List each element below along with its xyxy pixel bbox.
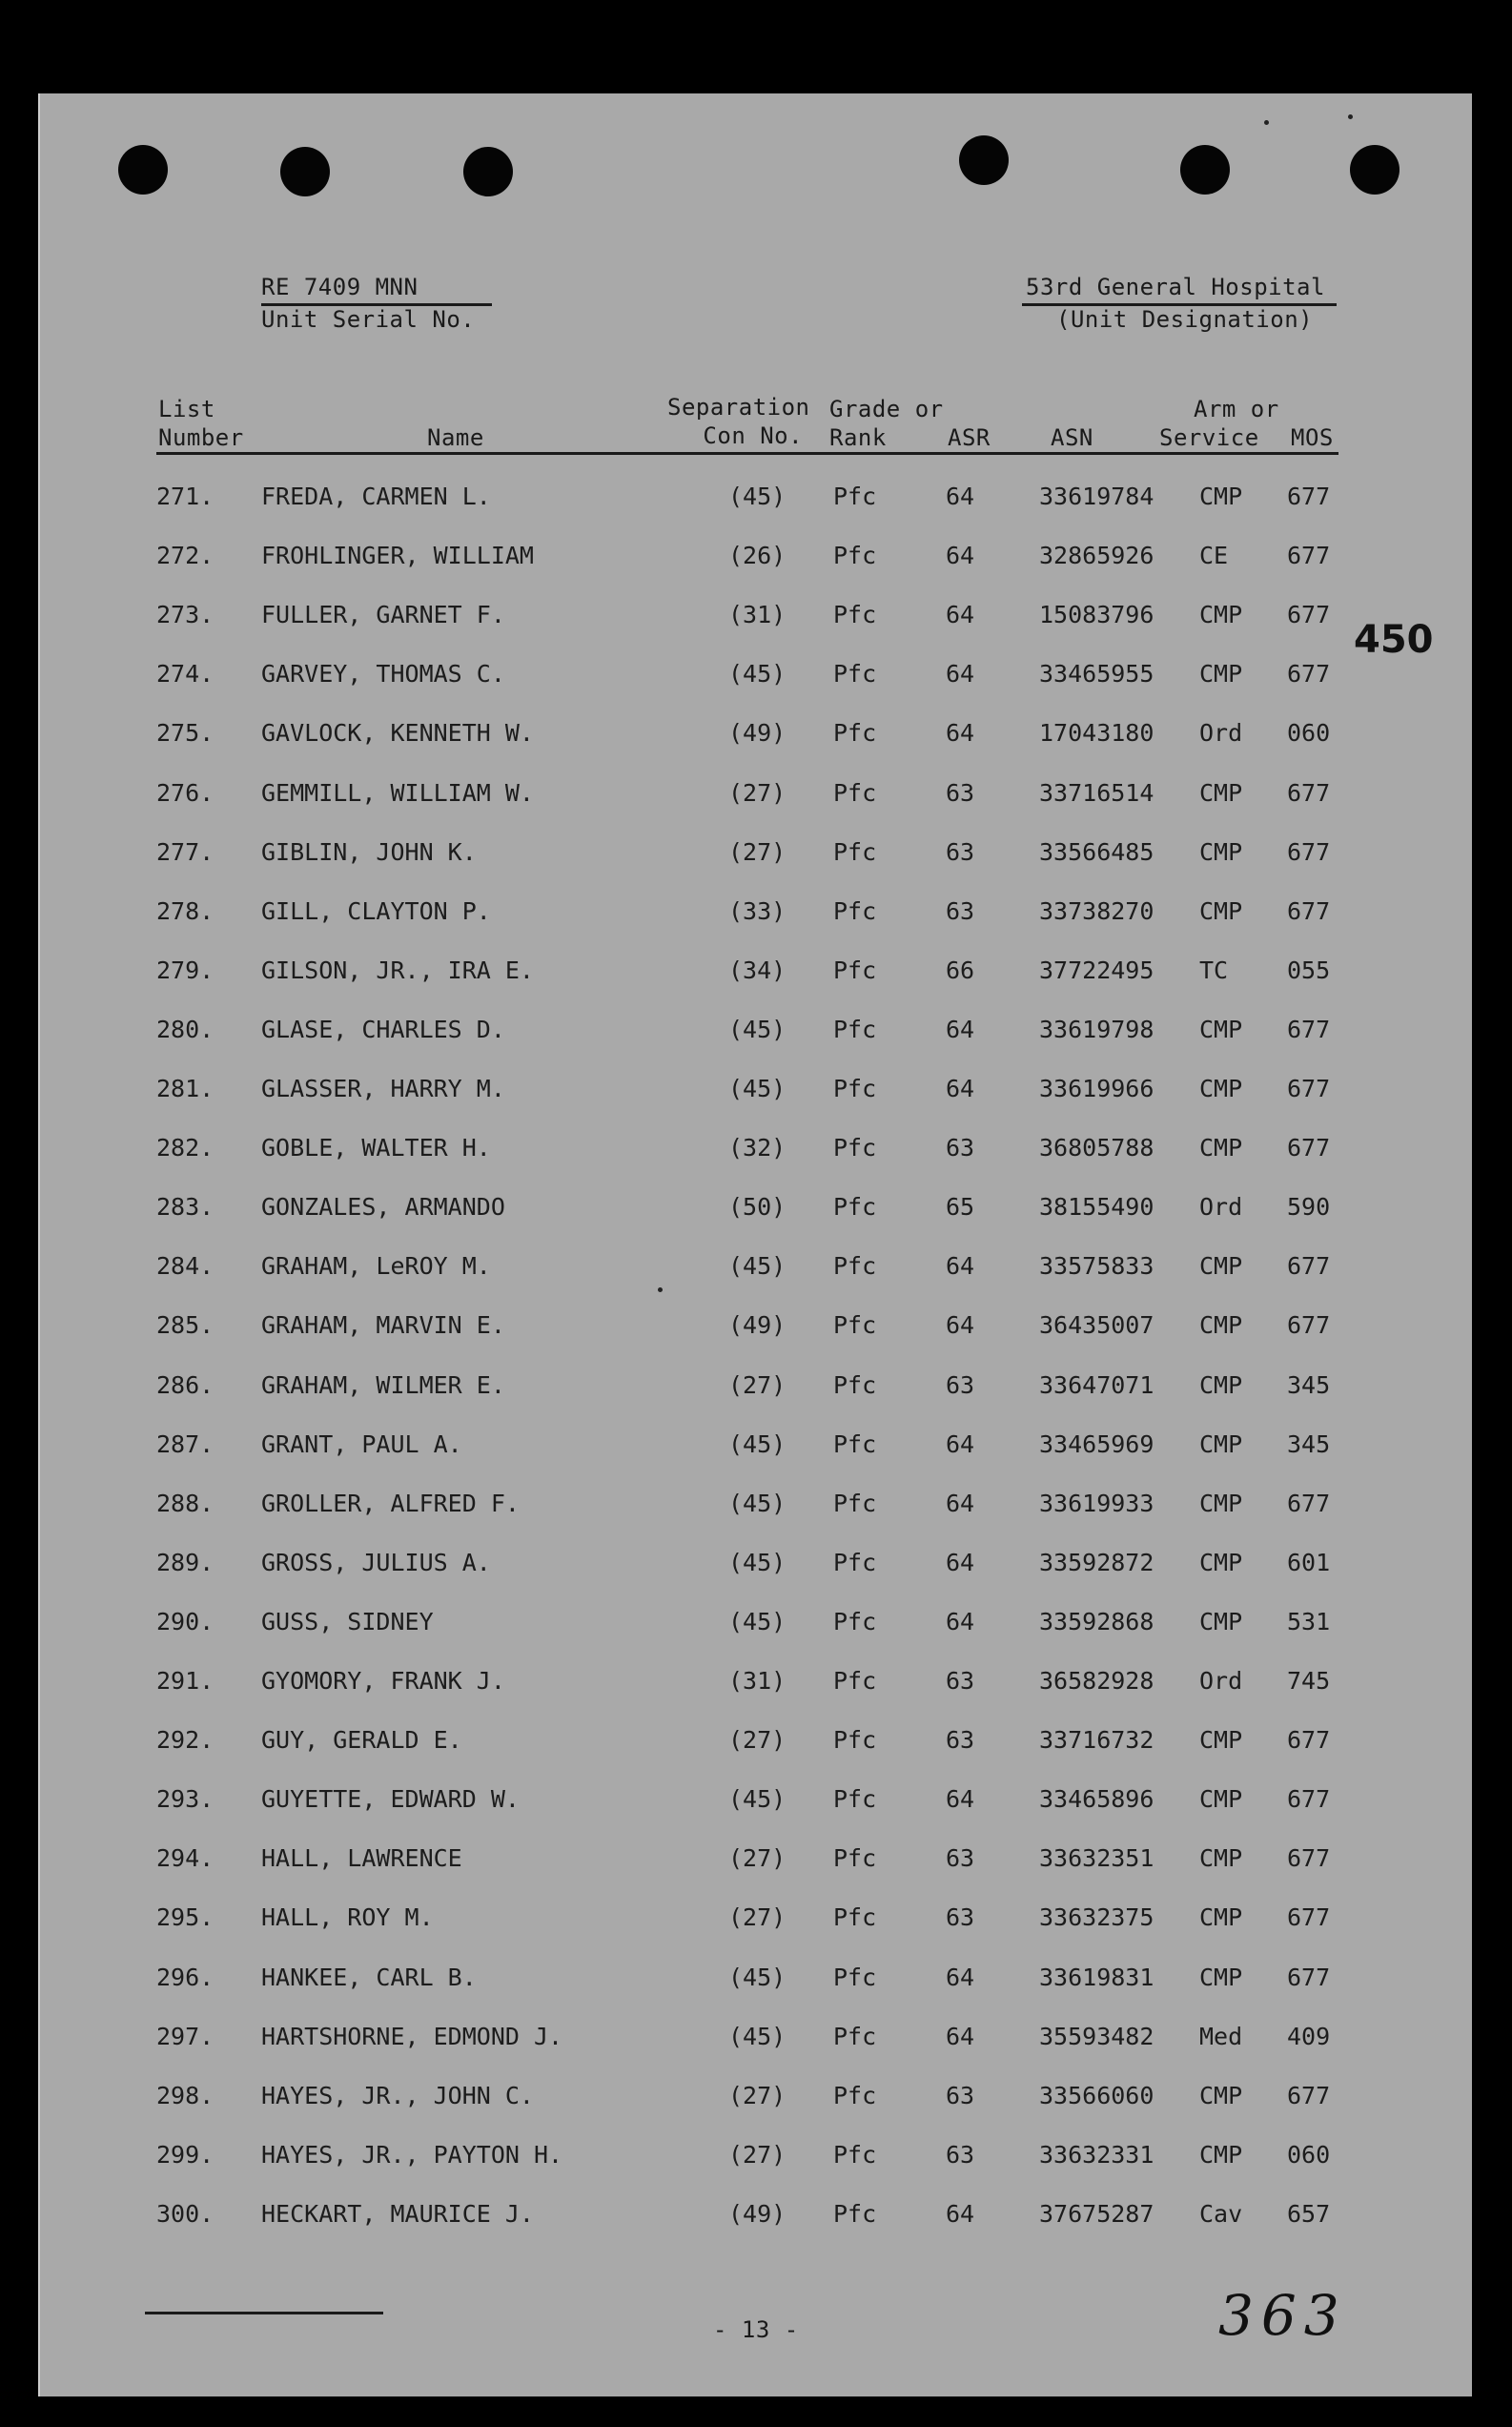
cell-separation-con: (50) [728, 1193, 787, 1222]
cell-arm-service: CMP [1199, 1370, 1243, 1399]
cell-asr: 63 [946, 1726, 975, 1755]
cell-name: HALL, LAWRENCE [261, 1844, 462, 1873]
cell-rank: Pfc [833, 956, 877, 984]
cell-separation-con: (32) [728, 1134, 787, 1162]
cell-mos: 657 [1287, 2199, 1331, 2228]
cell-list-number: 293. [156, 1785, 215, 1814]
cell-name: GOBLE, WALTER H. [261, 1134, 491, 1162]
cell-arm-service: CMP [1199, 1844, 1243, 1873]
cell-name: GEMMILL, WILLIAM W. [261, 778, 534, 807]
cell-rank: Pfc [833, 601, 877, 629]
cell-rank: Pfc [833, 1252, 877, 1281]
cell-mos: 677 [1287, 660, 1331, 689]
cell-rank: Pfc [833, 1193, 877, 1222]
col-header-asn: ASN [1051, 424, 1093, 451]
cell-asn: 36582928 [1039, 1667, 1154, 1695]
cell-asn: 37675287 [1039, 2199, 1154, 2228]
cell-arm-service: CMP [1199, 1489, 1243, 1517]
cell-separation-con: (45) [728, 660, 787, 689]
table-row [40, 838, 1472, 876]
stamp-number: 450 [1354, 618, 1434, 662]
table-row [40, 1903, 1472, 1942]
table-row [40, 1430, 1472, 1469]
cell-separation-con: (27) [728, 778, 787, 807]
cell-list-number: 287. [156, 1429, 215, 1458]
cell-arm-service: CMP [1199, 483, 1243, 510]
cell-list-number: 285. [156, 1311, 215, 1340]
table-row [40, 779, 1472, 817]
punch-hole [280, 147, 330, 196]
cell-asr: 63 [946, 1903, 975, 1932]
cell-name: GRAHAM, WILMER E. [261, 1370, 505, 1399]
cell-asn: 17043180 [1039, 719, 1154, 748]
cell-asr: 66 [946, 956, 975, 984]
cell-list-number: 292. [156, 1726, 215, 1755]
cell-mos: 677 [1287, 1489, 1331, 1517]
cell-arm-service: CMP [1199, 660, 1243, 689]
cell-list-number: 297. [156, 2022, 215, 2050]
cell-asr: 64 [946, 1785, 975, 1814]
unit-designation: 53rd General Hospital [1026, 274, 1325, 300]
cell-name: HALL, ROY M. [261, 1903, 434, 1932]
cell-asr: 63 [946, 2081, 975, 2109]
cell-list-number: 281. [156, 1075, 215, 1102]
speck [1264, 120, 1269, 125]
table-row [40, 2141, 1472, 2179]
cell-asn: 33465955 [1039, 660, 1154, 689]
cell-arm-service: CMP [1199, 1134, 1243, 1162]
cell-asn: 33716732 [1039, 1726, 1154, 1755]
cell-list-number: 276. [156, 778, 215, 807]
cell-mos: 677 [1287, 1252, 1331, 1281]
cell-rank: Pfc [833, 660, 877, 689]
cell-separation-con: (26) [728, 542, 787, 570]
cell-asr: 64 [946, 660, 975, 689]
cell-name: GILL, CLAYTON P. [261, 896, 491, 925]
cell-asn: 33566060 [1039, 2081, 1154, 2109]
cell-list-number: 294. [156, 1844, 215, 1873]
cell-name: FREDA, CARMEN L. [261, 483, 491, 510]
cell-asr: 64 [946, 1607, 975, 1635]
cell-name: GIBLIN, JOHN K. [261, 837, 477, 866]
cell-name: GUYETTE, EDWARD W. [261, 1785, 520, 1814]
cell-arm-service: Cav [1199, 2199, 1243, 2228]
cell-rank: Pfc [833, 1429, 877, 1458]
cell-name: GRAHAM, MARVIN E. [261, 1311, 505, 1340]
punch-hole [959, 135, 1009, 185]
cell-arm-service: CMP [1199, 778, 1243, 807]
cell-asr: 64 [946, 483, 975, 510]
cell-arm-service: CMP [1199, 896, 1243, 925]
cell-asn: 33647071 [1039, 1370, 1154, 1399]
cell-asr: 63 [946, 837, 975, 866]
cell-list-number: 296. [156, 1963, 215, 1991]
cell-name: HAYES, JR., JOHN C. [261, 2081, 534, 2109]
cell-mos: 601 [1287, 1548, 1331, 1576]
cell-asr: 63 [946, 896, 975, 925]
col-header-grade: Grade or Rank [829, 396, 944, 451]
table-row [40, 1371, 1472, 1409]
cell-asn: 33632331 [1039, 2140, 1154, 2169]
cell-arm-service: CE [1199, 542, 1229, 570]
cell-asr: 64 [946, 2022, 975, 2050]
punch-hole [1350, 145, 1400, 195]
cell-name: GLASE, CHARLES D. [261, 1015, 505, 1043]
cell-asr: 64 [946, 2199, 975, 2228]
cell-asn: 38155490 [1039, 1193, 1154, 1222]
cell-name: FULLER, GARNET F. [261, 601, 505, 629]
cell-asr: 64 [946, 1015, 975, 1043]
col-header-asr: ASR [948, 424, 991, 451]
cell-asr: 63 [946, 2140, 975, 2169]
cell-asr: 63 [946, 1134, 975, 1162]
header-rule [156, 452, 1338, 455]
cell-mos: 531 [1287, 1607, 1331, 1635]
cell-mos: 677 [1287, 1785, 1331, 1814]
cell-asn: 33592868 [1039, 1607, 1154, 1635]
cell-list-number: 291. [156, 1667, 215, 1695]
table-row [40, 897, 1472, 936]
col-header-arm: Arm or Service [1159, 396, 1279, 451]
table-row [40, 1785, 1472, 1823]
cell-separation-con: (27) [728, 2081, 787, 2109]
cell-arm-service: Ord [1199, 1193, 1243, 1222]
cell-list-number: 286. [156, 1370, 215, 1399]
table-row [40, 1016, 1472, 1054]
cell-mos: 677 [1287, 483, 1331, 510]
table-row [40, 601, 1472, 639]
cell-separation-con: (27) [728, 1903, 787, 1932]
cell-rank: Pfc [833, 2022, 877, 2050]
cell-asn: 37722495 [1039, 956, 1154, 984]
cell-mos: 677 [1287, 778, 1331, 807]
cell-mos: 677 [1287, 1844, 1331, 1873]
table-row [40, 1252, 1472, 1290]
cell-separation-con: (27) [728, 2140, 787, 2169]
footer-rule [145, 2312, 383, 2314]
cell-list-number: 299. [156, 2140, 215, 2169]
cell-list-number: 288. [156, 1489, 215, 1517]
unit-serial-number: RE 7409 MNN [261, 274, 419, 300]
cell-asn: 33716514 [1039, 778, 1154, 807]
cell-name: HAYES, JR., PAYTON H. [261, 2140, 563, 2169]
cell-mos: 345 [1287, 1429, 1331, 1458]
cell-asn: 33465896 [1039, 1785, 1154, 1814]
cell-arm-service: CMP [1199, 1903, 1243, 1932]
cell-asn: 33465969 [1039, 1429, 1154, 1458]
cell-mos: 677 [1287, 896, 1331, 925]
cell-rank: Pfc [833, 1667, 877, 1695]
table-row [40, 483, 1472, 521]
cell-arm-service: CMP [1199, 1785, 1243, 1814]
cell-name: FROHLINGER, WILLIAM [261, 542, 534, 570]
table-row [40, 1075, 1472, 1113]
cell-rank: Pfc [833, 483, 877, 510]
table-row [40, 660, 1472, 698]
cell-separation-con: (45) [728, 1607, 787, 1635]
cell-arm-service: CMP [1199, 1075, 1243, 1102]
cell-separation-con: (31) [728, 601, 787, 629]
cell-mos: 677 [1287, 1726, 1331, 1755]
cell-asn: 33619933 [1039, 1489, 1154, 1517]
cell-rank: Pfc [833, 2199, 877, 2228]
cell-name: GLASSER, HARRY M. [261, 1075, 505, 1102]
cell-mos: 677 [1287, 601, 1331, 629]
cell-rank: Pfc [833, 1903, 877, 1932]
table-row [40, 542, 1472, 580]
unit-designation-label: (Unit Designation) [1056, 306, 1314, 333]
cell-separation-con: (27) [728, 837, 787, 866]
cell-separation-con: (33) [728, 896, 787, 925]
speck [1348, 114, 1353, 119]
table-row [40, 719, 1472, 757]
cell-separation-con: (45) [728, 1429, 787, 1458]
cell-mos: 745 [1287, 1667, 1331, 1695]
cell-mos: 677 [1287, 1311, 1331, 1340]
cell-separation-con: (49) [728, 2199, 787, 2228]
cell-mos: 345 [1287, 1370, 1331, 1399]
cell-name: GILSON, JR., IRA E. [261, 956, 534, 984]
cell-arm-service: TC [1199, 956, 1229, 984]
cell-separation-con: (34) [728, 956, 787, 984]
cell-asn: 33592872 [1039, 1548, 1154, 1576]
cell-rank: Pfc [833, 896, 877, 925]
cell-list-number: 298. [156, 2081, 215, 2109]
cell-rank: Pfc [833, 1726, 877, 1755]
cell-arm-service: CMP [1199, 837, 1243, 866]
cell-separation-con: (45) [728, 2022, 787, 2050]
cell-list-number: 282. [156, 1134, 215, 1162]
cell-separation-con: (45) [728, 483, 787, 510]
cell-asr: 64 [946, 1311, 975, 1340]
cell-arm-service: Ord [1199, 719, 1243, 748]
cell-mos: 060 [1287, 2140, 1331, 2169]
cell-arm-service: Ord [1199, 1667, 1243, 1695]
table-row [40, 1549, 1472, 1587]
handwritten-number: 363 [1218, 2283, 1347, 2348]
cell-rank: Pfc [833, 1311, 877, 1340]
col-header-list-number: List Number [158, 396, 244, 451]
cell-separation-con: (45) [728, 1963, 787, 1991]
cell-rank: Pfc [833, 1075, 877, 1102]
cell-rank: Pfc [833, 1844, 877, 1873]
cell-list-number: 279. [156, 956, 215, 984]
cell-asn: 33619831 [1039, 1963, 1154, 1991]
document-page [38, 93, 1472, 2396]
cell-asn: 33575833 [1039, 1252, 1154, 1281]
cell-list-number: 271. [156, 483, 215, 510]
cell-name: GARVEY, THOMAS C. [261, 660, 505, 689]
cell-arm-service: CMP [1199, 601, 1243, 629]
cell-list-number: 284. [156, 1252, 215, 1281]
cell-separation-con: (45) [728, 1252, 787, 1281]
cell-asr: 63 [946, 778, 975, 807]
cell-list-number: 283. [156, 1193, 215, 1222]
table-row [40, 1490, 1472, 1528]
cell-list-number: 300. [156, 2199, 215, 2228]
cell-rank: Pfc [833, 2140, 877, 2169]
cell-name: GUY, GERALD E. [261, 1726, 462, 1755]
cell-rank: Pfc [833, 1785, 877, 1814]
cell-list-number: 280. [156, 1015, 215, 1043]
cell-arm-service: CMP [1199, 1607, 1243, 1635]
cell-name: GAVLOCK, KENNETH W. [261, 719, 534, 748]
punch-hole [463, 147, 513, 196]
cell-list-number: 289. [156, 1548, 215, 1576]
cell-list-number: 278. [156, 896, 215, 925]
punch-hole [118, 145, 168, 195]
cell-separation-con: (45) [728, 1015, 787, 1043]
cell-arm-service: CMP [1199, 2081, 1243, 2109]
cell-asr: 64 [946, 542, 975, 570]
cell-name: HECKART, MAURICE J. [261, 2199, 534, 2228]
cell-asn: 33632351 [1039, 1844, 1154, 1873]
table-row [40, 1844, 1472, 1882]
cell-list-number: 275. [156, 719, 215, 748]
cell-list-number: 290. [156, 1607, 215, 1635]
cell-name: GONZALES, ARMANDO [261, 1193, 505, 1222]
cell-list-number: 295. [156, 1903, 215, 1932]
cell-arm-service: CMP [1199, 1963, 1243, 1991]
cell-list-number: 277. [156, 837, 215, 866]
table-row [40, 2023, 1472, 2061]
cell-arm-service: CMP [1199, 1429, 1243, 1458]
cell-separation-con: (45) [728, 1785, 787, 1814]
cell-name: GRAHAM, LeROY M. [261, 1252, 491, 1281]
table-row [40, 2082, 1472, 2120]
cell-rank: Pfc [833, 1015, 877, 1043]
cell-asr: 64 [946, 1252, 975, 1281]
cell-asn: 33738270 [1039, 896, 1154, 925]
cell-arm-service: CMP [1199, 1015, 1243, 1043]
cell-separation-con: (49) [728, 719, 787, 748]
table-row [40, 1667, 1472, 1705]
cell-list-number: 274. [156, 660, 215, 689]
cell-asr: 64 [946, 1548, 975, 1576]
cell-asn: 33632375 [1039, 1903, 1154, 1932]
cell-arm-service: CMP [1199, 1252, 1243, 1281]
table-row [40, 1964, 1472, 2002]
cell-name: GROSS, JULIUS A. [261, 1548, 491, 1576]
cell-mos: 590 [1287, 1193, 1331, 1222]
cell-rank: Pfc [833, 1370, 877, 1399]
table-row [40, 1726, 1472, 1764]
cell-mos: 677 [1287, 1903, 1331, 1932]
cell-mos: 677 [1287, 1075, 1331, 1102]
cell-rank: Pfc [833, 1489, 877, 1517]
cell-mos: 409 [1287, 2022, 1331, 2050]
cell-mos: 677 [1287, 1015, 1331, 1043]
cell-asr: 64 [946, 1963, 975, 1991]
cell-asr: 63 [946, 1667, 975, 1695]
cell-asn: 33619784 [1039, 483, 1154, 510]
col-header-separation: Separation Con No. [667, 394, 810, 449]
cell-rank: Pfc [833, 1548, 877, 1576]
cell-rank: Pfc [833, 1134, 877, 1162]
cell-asr: 63 [946, 1844, 975, 1873]
page-number: - 13 - [713, 2316, 799, 2343]
cell-list-number: 273. [156, 601, 215, 629]
table-row [40, 2200, 1472, 2238]
cell-rank: Pfc [833, 2081, 877, 2109]
cell-asr: 64 [946, 601, 975, 629]
table-row [40, 956, 1472, 995]
cell-asr: 64 [946, 1075, 975, 1102]
cell-separation-con: (27) [728, 1726, 787, 1755]
cell-separation-con: (49) [728, 1311, 787, 1340]
cell-mos: 677 [1287, 542, 1331, 570]
cell-list-number: 272. [156, 542, 215, 570]
cell-rank: Pfc [833, 778, 877, 807]
cell-asn: 35593482 [1039, 2022, 1154, 2050]
cell-name: GRANT, PAUL A. [261, 1429, 462, 1458]
cell-asr: 64 [946, 1429, 975, 1458]
cell-rank: Pfc [833, 542, 877, 570]
cell-rank: Pfc [833, 1963, 877, 1991]
cell-name: GUSS, SIDNEY [261, 1607, 434, 1635]
cell-asn: 36435007 [1039, 1311, 1154, 1340]
table-row [40, 1134, 1472, 1172]
table-row [40, 1311, 1472, 1349]
cell-separation-con: (27) [728, 1844, 787, 1873]
cell-mos: 055 [1287, 956, 1331, 984]
col-header-mos: MOS [1291, 424, 1334, 451]
cell-name: GYOMORY, FRANK J. [261, 1667, 505, 1695]
cell-arm-service: CMP [1199, 1726, 1243, 1755]
cell-arm-service: CMP [1199, 1311, 1243, 1340]
cell-name: HANKEE, CARL B. [261, 1963, 477, 1991]
cell-name: HARTSHORNE, EDMOND J. [261, 2022, 563, 2050]
cell-arm-service: CMP [1199, 2140, 1243, 2169]
cell-separation-con: (45) [728, 1548, 787, 1576]
cell-mos: 677 [1287, 1963, 1331, 1991]
cell-asn: 32865926 [1039, 542, 1154, 570]
table-row [40, 1193, 1472, 1231]
punch-hole [1180, 145, 1230, 195]
cell-separation-con: (45) [728, 1489, 787, 1517]
cell-mos: 677 [1287, 2081, 1331, 2109]
cell-asn: 33566485 [1039, 837, 1154, 866]
cell-asn: 33619798 [1039, 1015, 1154, 1043]
cell-asn: 33619966 [1039, 1075, 1154, 1102]
cell-separation-con: (31) [728, 1667, 787, 1695]
cell-asn: 15083796 [1039, 601, 1154, 629]
cell-mos: 060 [1287, 719, 1331, 748]
cell-arm-service: Med [1199, 2022, 1243, 2050]
cell-asr: 65 [946, 1193, 975, 1222]
cell-mos: 677 [1287, 1134, 1331, 1162]
cell-separation-con: (27) [728, 1370, 787, 1399]
table-row [40, 1608, 1472, 1646]
cell-rank: Pfc [833, 837, 877, 866]
cell-asr: 63 [946, 1370, 975, 1399]
cell-asn: 36805788 [1039, 1134, 1154, 1162]
cell-rank: Pfc [833, 1607, 877, 1635]
cell-separation-con: (45) [728, 1075, 787, 1102]
cell-asr: 64 [946, 719, 975, 748]
col-header-name: Name [427, 424, 484, 451]
cell-mos: 677 [1287, 837, 1331, 866]
cell-rank: Pfc [833, 719, 877, 748]
unit-serial-label: Unit Serial No. [261, 306, 476, 333]
cell-asr: 64 [946, 1489, 975, 1517]
cell-name: GROLLER, ALFRED F. [261, 1489, 520, 1517]
cell-arm-service: CMP [1199, 1548, 1243, 1576]
